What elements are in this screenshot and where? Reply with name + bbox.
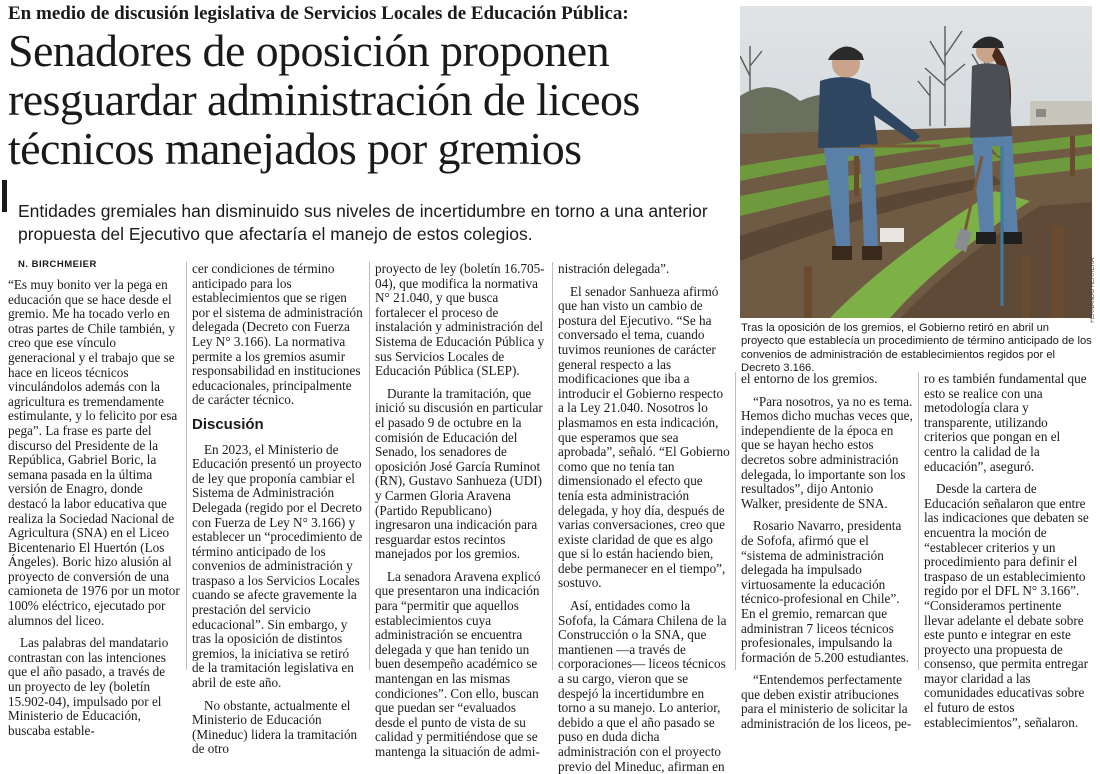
text-column-1 <box>8 278 180 738</box>
body-paragraph: El senador Sanhueza afirmó que han visto un cambio de postura del Ejecutivo. “Se ha conversado el tema, cuando tuvimos reuniones de carácter general respecto a las modificaciones que iba a introducir el Gobierno respecto a la Ley 21.040. Nosotros lo plasmamos en esta indicación, que esperamos que sea aprobada”, señaló. “El Gobierno como que no tenía tan dimensionado el efecto que tenía esta administración delegada, y hoy día, después de varias conversaciones, creo que existe claridad de que es algo que si lo están haciendo bien, debe permanecer en el tiempo”, sostuvo. <box>558 283 730 591</box>
article-headline <box>8 26 738 173</box>
photo-credit: FERNANDO HERRERA <box>1090 258 1096 323</box>
column-divider <box>552 262 553 670</box>
body-paragraph: No obstante, actualmente el Ministerio de Educación (Mineduc) lidera la tramitación de otro <box>192 697 358 757</box>
body-paragraph: nistración delegada”. <box>558 261 670 276</box>
body-paragraph: “Entendemos perfectamente que deben existir atribuciones para el ministerio de solicitar la administración de los liceos, pe- <box>741 672 912 732</box>
body-paragraph: En 2023, el Ministerio de Educación presentó un proyecto de ley que proponía cambiar el Sistema de Administración Delegada (regido por el Decreto con Fuerza de Ley N° 3.166) y establecer un “procedimiento de término anticipado de los convenios de administración y traspaso a los Servicios Locales cuando se afecte gravemente la prestación del servicio educacional”. Sin embargo, y tras la oposición de distintos gremios, la iniciativa se retiró de la tramitación legislativa en abril de este año. <box>192 441 363 691</box>
column-divider <box>918 372 919 670</box>
body-paragraph: ro es también fundamental que esto se realice con una metodología clara y transparente, utilizando criterios que pongan en el centro la calidad de la educación”, aseguró. <box>924 371 1087 474</box>
text-column-2 <box>192 262 364 757</box>
text-column-6 <box>924 372 1094 730</box>
body-paragraph: Las palabras del mandatario contrastan con las intenciones que el año pasado, a través de un proyecto de ley (boletín 15.902-04), impulsado por el Ministerio de Educación, buscaba estable- <box>8 635 169 738</box>
body-paragraph: el entorno de los gremios. <box>741 371 878 386</box>
section-subhead: Discusión <box>192 415 264 433</box>
body-paragraph: “Es muy bonito ver la pega en educación que se hace desde el gremio. Me ha tocado verlo en otras partes de Chile también, y creo que ese vínculo generacional y el trabajo que se hace en liceos técnicos vinculándolos además con la agricultura es tremendamente estimulante, y lo felicito por esa pega”. La frase es parte del discurso del Presidente de la República, Gabriel Boric, la semana pasada en la última versión de Enagro, donde destacó la labor educativa que realiza la Sociedad Nacional de Agricultura (SNA) en el Liceo Bicentenario El Huertón (Los Ángeles). Boric hizo alusión al proyecto de conversión de una camioneta de 1976 por un motor 100% eléctrico, ejecutado por alumnos del liceo. <box>8 277 180 628</box>
body-paragraph: Rosario Navarro, presidenta de Sofofa, afirmó que el “sistema de administración delegada ha impulsado virtuosamente la educación técnico-profesional en Chile”. En el gremio, remarcan que administran 7 liceos técnicos profesionales, impulsando la formación de 5.200 estudiantes. <box>741 518 910 665</box>
body-paragraph: Así, entidades como la Sofofa, la Cámara Chilena de la Construcción o la SNA, que mantienen —a través de corporaciones— liceos técnicos a su cargo, vieron que se despejó la incertidumbre en torno a su manejo. Lo anterior, debido a que el año pasado se puso en duda dicha administración con el proyecto previo del Mineduc, afirman en <box>558 598 727 774</box>
text-column-3 <box>375 262 547 760</box>
body-paragraph: Desde la cartera de Educación señalaron que entre las indicaciones que debaten se encuentra la moción de “establecer criterios y un procedimiento para definir el traspaso de un establecimiento regido por el DFL N° 3.166”. “Consideramos pertinente llevar adelante el debate sobre este punto e integrar en este proyecto una propuesta de consenso, que permita entregar mayor claridad a las comunidades educativas sobre el futuro de estos establecimientos”, señalaron. <box>924 481 1089 730</box>
headline-line: resguardar administración de liceos <box>8 74 640 125</box>
dek-accent-bar <box>2 180 7 212</box>
body-paragraph: La senadora Aravena explicó que presentaron una indicación para “permitir que aquellos establecimientos cuya administración se encuentra delegada y que han tenido un buen desempeño académico se mantengan en las mismas condiciones”. Con ello, buscan que puedan ser “evaluados desde el punto de vista de su calidad y permitiéndose que se mantenga la situación de admi- <box>375 568 541 759</box>
column-divider <box>186 262 187 670</box>
headline-line: Senadores de oposición proponen <box>8 25 609 76</box>
column-divider <box>735 372 736 670</box>
author-byline: N. BIRCHMEIER <box>18 259 97 270</box>
body-paragraph: cer condiciones de término anticipado para los establecimientos que se rigen por el sistema de administración delegada (Decreto con Fuerza Ley N° 3.166). La normativa permite a los gremios asumir responsabilidad en instituciones educacionales, principalmente de carácter técnico. <box>192 261 363 408</box>
article-photo <box>740 6 1092 318</box>
text-column-5 <box>741 372 913 732</box>
article-dek: Entidades gremiales han disminuido sus niveles de incertidumbre en torno a una anterior propuesta del Ejecutivo que afectaría el manejo de estos colegios. <box>18 201 708 244</box>
body-paragraph: Durante la tramitación, que inició su discusión en particular el pasado 9 de octubre en la comisión de Educación del Senado, los senadores de oposición José García Ruminot (RN), Gustavo Sanhueza (UDI) y Carmen Gloria Aravena (Partido Republicano) ingresaron una indicación para resguardar estos recintos manejados por los gremios. <box>375 385 543 562</box>
photo-caption: Tras la oposición de los gremios, el Gobierno retiró en abril un proyecto que establecía un procedimiento de término anticipado de los convenios de administración de establecimientos regidos por el Decreto 3.166. <box>741 322 1092 375</box>
article-kicker: En medio de discusión legislativa de Servicios Locales de Educación Pública: <box>8 3 629 24</box>
text-column-4 <box>558 262 730 774</box>
column-divider <box>369 262 370 670</box>
body-paragraph: “Para nosotros, ya no es tema. Hemos dicho muchas veces que, independiente de la época en que se hayan hecho estos decretos sobre administración delegada, lo importante son los resultados”, dijo Antonio Walker, presidente de SNA. <box>741 393 913 511</box>
body-paragraph: proyecto de ley (boletín 16.705-04), que modifica la normativa N° 21.040, y que busca fortalecer el proceso de instalación y administración del Sistema de Educación Pública y sus Servicios Locales de Educación Pública (SLEP). <box>375 261 545 379</box>
headline-line: técnicos manejados por gremios <box>8 123 582 174</box>
